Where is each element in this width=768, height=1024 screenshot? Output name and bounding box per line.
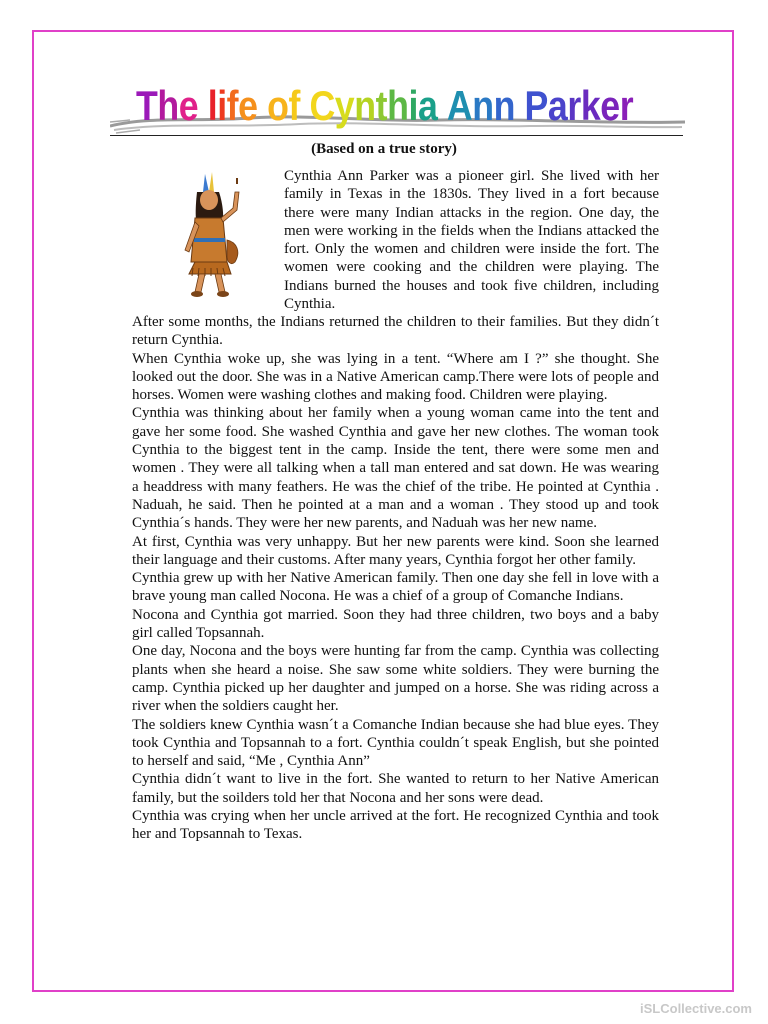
title-letter: C: [309, 82, 335, 129]
title-underline: [110, 135, 683, 136]
story-paragraph: When Cynthia woke up, she was lying in a tent. “Where am I ?” she thought. She looked out the door. She was in a Native American camp.There were lots of people and horses. Women were washing clothes and making food. Children were playing.: [132, 350, 659, 404]
title-letter: f: [288, 82, 300, 129]
story-body: [132, 313, 659, 844]
title-letter: t: [375, 82, 388, 129]
story-paragraph: At first, Cynthia was very unhappy. But her new parents were kind. Soon she learned their language and their customs. After many years, Cynthia forgot her other family.: [132, 533, 659, 568]
story-paragraph: The soldiers knew Cynthia wasn´t a Comanche Indian because she had blue eyes. They took Cynthia and Topsannah to a fort. Cynthia couldn´t speak English, but she pointed to herself and said, “Me , Cynthia Ann”: [132, 716, 659, 770]
title-letter: r: [567, 82, 581, 129]
title-letter: [258, 82, 267, 129]
title-letter: A: [446, 82, 473, 129]
title-letter: e: [238, 82, 258, 129]
title-letter: P: [524, 82, 548, 129]
title-letter: n: [354, 82, 376, 129]
title-letter: r: [619, 82, 634, 129]
title-letter: T: [136, 82, 158, 129]
story-paragraph: After some months, the Indians returned the children to their families. But they didn´t return Cynthia.: [132, 314, 659, 349]
story-paragraph: Cynthia was crying when her uncle arrived at the fort. He recognized Cynthia and took her and Topsannah to Texas.: [132, 808, 659, 843]
title-letter: n: [493, 82, 516, 129]
title-letter: i: [217, 82, 227, 129]
title-letter: [515, 82, 524, 129]
title-block: [110, 78, 685, 136]
title-letter: a: [417, 82, 438, 129]
title-letter: y: [334, 82, 355, 129]
watermark: iSLCollective.com: [640, 1001, 752, 1016]
title-letter: h: [157, 82, 179, 129]
story-paragraph: Cynthia was thinking about her family when a young woman came into the tent and gave her some food. She washed Cynthia and gave her new clothes. The woman took Cynthia to the biggest tent in the camp. Inside the tent, there were some men and women . They were all talking when a tall man entered and sat down. He was wearing a headdress with many feathers. He was the chief of the tribe. He pointed at Cynthia . Naduah, he said. Then he pointed at a man and a woman . They stood up and took Cynthia´s hands. They were her new parents, and Naduah was her new name.: [132, 405, 659, 532]
title-letter: h: [387, 82, 409, 129]
story-paragraph: Cynthia didn´t want to live in the fort. She wanted to return to her Native American family, but the soilders told her that Nocona and her sons were dead.: [132, 771, 659, 806]
title-letter: l: [207, 82, 218, 129]
title-letter: n: [472, 82, 494, 129]
title-letter: k: [580, 82, 601, 129]
title-letter: [300, 82, 309, 129]
title-letter: e: [600, 82, 620, 129]
title-letter: e: [178, 82, 199, 129]
page-title: [136, 82, 633, 130]
intro-paragraph: Cynthia Ann Parker was a pioneer girl. She lived with her family in Texas in the 1830s. They lived in a fort because there were many Indian attacks in the region. One day, the men were working in the fields when the Indians attacked the fort. Only the women and children were inside the fort. The women were cooking and the children were playing. The Indians burned the houses and took five children, including Cynthia.: [284, 168, 659, 313]
story-paragraph: Nocona and Cynthia got married. Soon they had three children, two boys and a baby girl called Topsannah.: [132, 606, 659, 642]
subtitle: (Based on a true story): [311, 141, 457, 157]
title-letter: [437, 82, 446, 129]
story-paragraph: Cynthia grew up with her Native American family. Then one day she fell in love with a brave young man called Nocona. He was a chief of a group of Comanche Indians.: [132, 570, 659, 605]
title-letter: o: [267, 82, 289, 129]
story-paragraph: One day, Nocona and the boys were hunting far from the camp. Cynthia was collecting plants when she heard a noise. She saw some white soldiers. They were burning the camp. Cynthia picked up her daughter and jumped on a horse. She was riding across a river when the soldiers caught her.: [132, 643, 659, 715]
title-letter: i: [408, 82, 418, 129]
title-letter: [198, 82, 207, 129]
native-american-girl-illustration: [165, 170, 260, 300]
title-letter: f: [226, 82, 239, 129]
title-letter: a: [547, 82, 568, 129]
